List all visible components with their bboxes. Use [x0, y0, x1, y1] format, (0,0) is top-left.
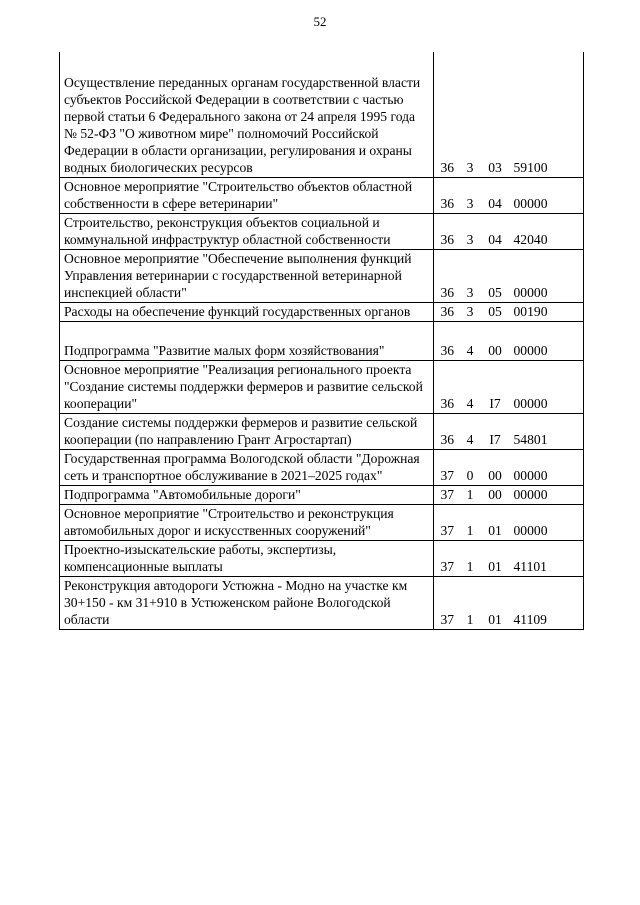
table-row: [60, 414, 584, 450]
row-name-cell: Подпрограмма "Автомобильные дороги": [60, 486, 434, 505]
row-code-subprogram-cell: 3: [460, 214, 480, 250]
row-code-subprogram-cell: 3: [460, 250, 480, 303]
row-name-cell: Строительство, реконструкция объектов социальной и коммунальной инфраструктур областной собственности: [60, 214, 434, 250]
row-code-direction-cell: 59100: [510, 52, 584, 178]
row-code-program-cell: 37: [434, 486, 460, 505]
table-row: [60, 322, 584, 361]
table-row: [60, 450, 584, 486]
table-row: [60, 178, 584, 214]
row-code-direction-cell: 00000: [510, 361, 584, 414]
row-code-subprogram-cell: 0: [460, 450, 480, 486]
row-code-program-cell: 37: [434, 450, 460, 486]
row-code-activity-cell: 01: [480, 577, 510, 630]
row-code-program-cell: 36: [434, 178, 460, 214]
row-code-subprogram-cell: 4: [460, 361, 480, 414]
row-name-cell: Создание системы поддержки фермеров и развитие сельской кооперации (по направлению Грант Агростартап): [60, 414, 434, 450]
row-name-cell: Реконструкция автодороги Устюжна - Модно на участке км 30+150 - км 31+910 в Устюженском районе Вологодской области: [60, 577, 434, 630]
row-code-activity-cell: I7: [480, 414, 510, 450]
row-code-activity-cell: 01: [480, 505, 510, 541]
row-code-direction-cell: 00190: [510, 303, 584, 322]
row-code-direction-cell: 54801: [510, 414, 584, 450]
row-code-subprogram-cell: 4: [460, 322, 480, 361]
row-code-activity-cell: I7: [480, 361, 510, 414]
row-code-program-cell: 36: [434, 214, 460, 250]
row-code-subprogram-cell: 3: [460, 52, 480, 178]
row-code-subprogram-cell: 1: [460, 577, 480, 630]
row-name-cell: Основное мероприятие "Обеспечение выполнения функций Управления ветеринарии с государственной ветеринарной инспекцией области": [60, 250, 434, 303]
table-row: [60, 52, 584, 178]
row-code-activity-cell: 00: [480, 486, 510, 505]
row-code-program-cell: 36: [434, 322, 460, 361]
row-code-direction-cell: 00000: [510, 250, 584, 303]
row-code-program-cell: 36: [434, 250, 460, 303]
table-row: [60, 361, 584, 414]
row-code-activity-cell: 04: [480, 214, 510, 250]
row-name-cell: Подпрограмма "Развитие малых форм хозяйствования": [60, 322, 434, 361]
row-code-subprogram-cell: 1: [460, 505, 480, 541]
row-code-program-cell: 36: [434, 414, 460, 450]
row-code-activity-cell: 00: [480, 450, 510, 486]
row-name-cell: Осуществление переданных органам государственной власти субъектов Российской Федерации в соответствии с частью первой статьи 6 Федерального закона от 24 апреля 1995 года № 52-ФЗ "О животном мире" полномочий Российской Федерации в области организации, регулирования и охраны водных биологических ресурсов: [60, 52, 434, 178]
row-code-subprogram-cell: 1: [460, 541, 480, 577]
row-code-direction-cell: 00000: [510, 505, 584, 541]
row-code-subprogram-cell: 3: [460, 178, 480, 214]
table-row: [60, 505, 584, 541]
row-name-cell: Государственная программа Вологодской области "Дорожная сеть и транспортное обслуживание в 2021–2025 годах": [60, 450, 434, 486]
row-code-subprogram-cell: 1: [460, 486, 480, 505]
table-body: [60, 52, 584, 630]
table-row: [60, 486, 584, 505]
row-code-direction-cell: 00000: [510, 178, 584, 214]
row-code-direction-cell: 41101: [510, 541, 584, 577]
row-code-direction-cell: 41109: [510, 577, 584, 630]
budget-table: [59, 52, 584, 630]
row-name-cell: Основное мероприятие "Строительство и реконструкция автомобильных дорог и искусственных сооружений": [60, 505, 434, 541]
row-code-direction-cell: 42040: [510, 214, 584, 250]
row-code-activity-cell: 01: [480, 541, 510, 577]
row-code-activity-cell: 04: [480, 178, 510, 214]
row-code-program-cell: 36: [434, 361, 460, 414]
row-code-direction-cell: 00000: [510, 486, 584, 505]
table-row: [60, 250, 584, 303]
page-number: 52: [313, 14, 327, 29]
row-code-direction-cell: 00000: [510, 322, 584, 361]
row-code-activity-cell: 00: [480, 322, 510, 361]
row-code-subprogram-cell: 4: [460, 414, 480, 450]
row-name-cell: Основное мероприятие "Строительство объектов областной собственности в сфере ветеринарии": [60, 178, 434, 214]
table-row: [60, 214, 584, 250]
table-row: [60, 541, 584, 577]
row-code-direction-cell: 00000: [510, 450, 584, 486]
row-name-cell: Расходы на обеспечение функций государственных органов: [60, 303, 434, 322]
row-code-subprogram-cell: 3: [460, 303, 480, 322]
row-code-activity-cell: 05: [480, 303, 510, 322]
row-name-cell: Основное мероприятие "Реализация регионального проекта "Создание системы поддержки фермеров и развитие сельской кооперации": [60, 361, 434, 414]
row-name-cell: Проектно-изыскательские работы, экспертизы, компенсационные выплаты: [60, 541, 434, 577]
row-code-program-cell: 36: [434, 52, 460, 178]
row-code-activity-cell: 03: [480, 52, 510, 178]
row-code-program-cell: 37: [434, 541, 460, 577]
row-code-activity-cell: 05: [480, 250, 510, 303]
row-code-program-cell: 36: [434, 303, 460, 322]
row-code-program-cell: 37: [434, 505, 460, 541]
table-row: [60, 577, 584, 630]
table-row: [60, 303, 584, 322]
row-code-program-cell: 37: [434, 577, 460, 630]
